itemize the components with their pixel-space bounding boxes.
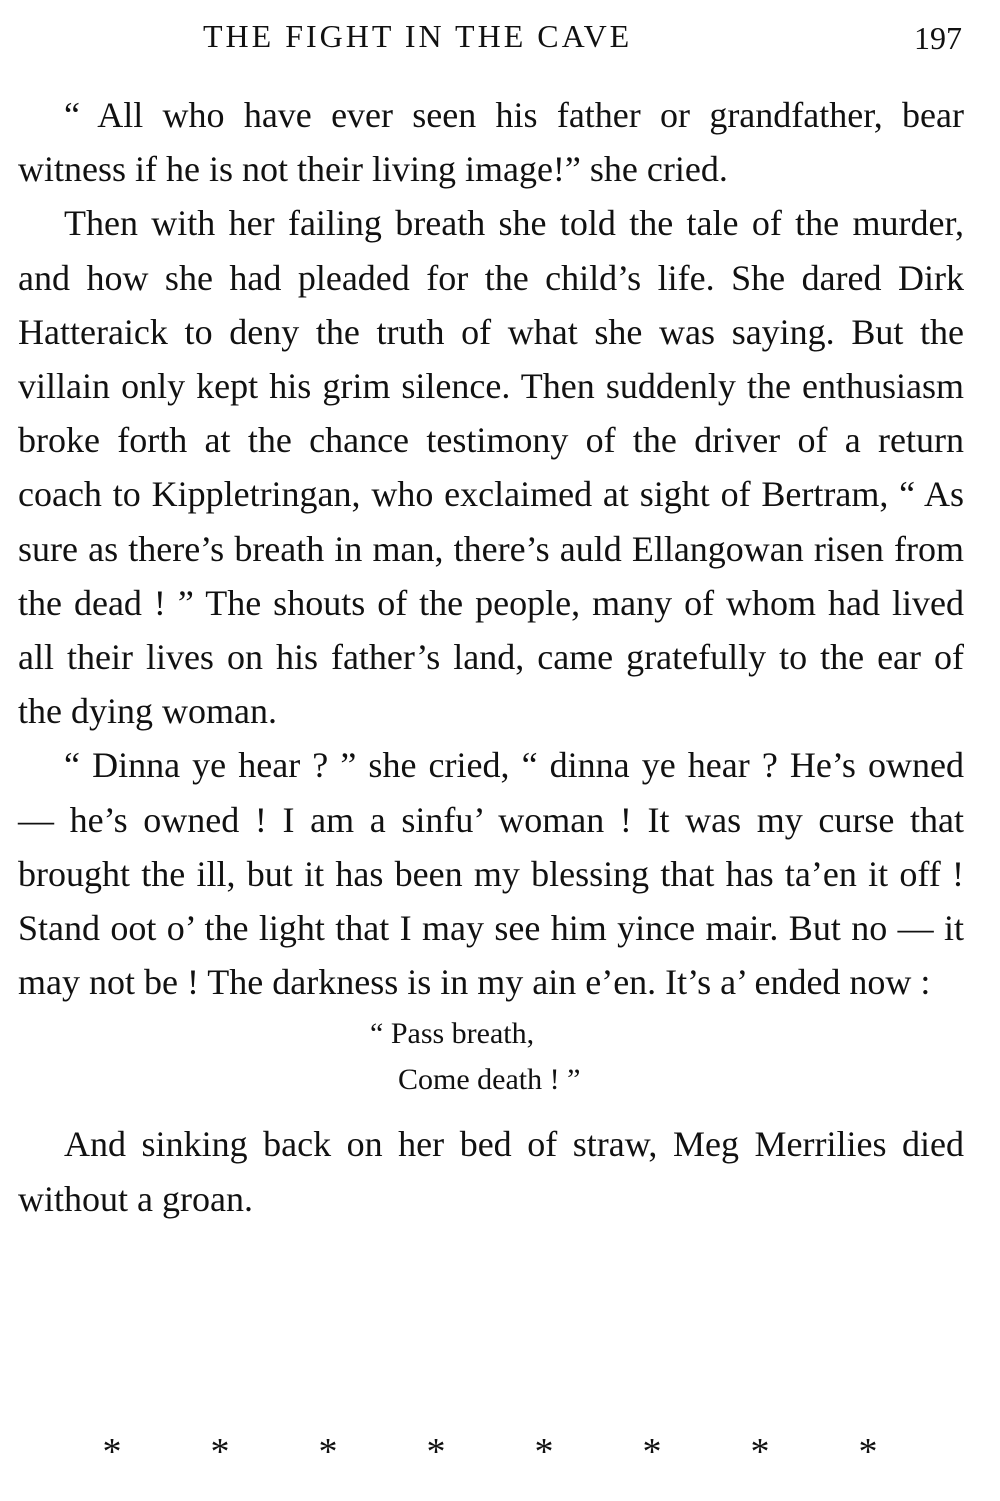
asterisk-icon: * [642,1431,662,1473]
asterisk-icon: * [210,1431,230,1473]
paragraph-2: Then with her failing breath she told the tale of the murder, and how she had pleaded for the child’s life. She dared Dirk Hatteraick to deny the truth of what she was saying. But the villain only kept his grim silence. Then suddenly the enthusiasm broke forth at the chance testimony of the driver of a return coach to Kippletringan, who exclaimed at sight of Bertram, “ As sure as there’s breath in man, there’s auld Ellangowan risen from the dead ! ” The shouts of the people, many of whom had lived all their lives on his father’s land, came gratefully to the ear of the dying woman. [18,203,964,732]
asterisk-icon: * [102,1431,122,1473]
asterisk-icon: * [750,1431,770,1473]
section-break-ornament [100,1432,880,1472]
body-text [18,88,964,1226]
paragraph-3: “ Dinna ye hear ? ” she cried, “ dinna ye hear ? He’s owned — he’s owned ! I am a sinfu’ woman ! It was my curse that brought the ill, but it has been my blessing that has ta’en it off ! Stand oot o’ the light that I may see him yince mair. But no — it may not be ! The darkness is in my ain e’en. It’s a’ ended now : [18,745,964,1003]
paragraph-1: “ All who have ever seen his father or grandfather, bear witness if he is not their living image!” she cried. [18,95,964,190]
page-number: 197 [914,20,962,56]
closing-paragraph: And sinking back on her bed of straw, Meg Merrilies died without a groan. [18,1124,964,1219]
asterisk-icon: * [534,1431,554,1473]
verse-quotation [18,1011,964,1103]
page-header [18,14,964,58]
verse-line-2: Come death ! ” [398,1063,581,1097]
asterisk-icon: * [858,1431,878,1473]
book-page [18,0,964,1501]
verse-line-1: “ Pass breath, [370,1017,535,1051]
asterisk-icon: * [318,1431,338,1473]
asterisk-icon: * [426,1431,446,1473]
running-head: THE FIGHT IN THE CAVE [203,18,633,54]
